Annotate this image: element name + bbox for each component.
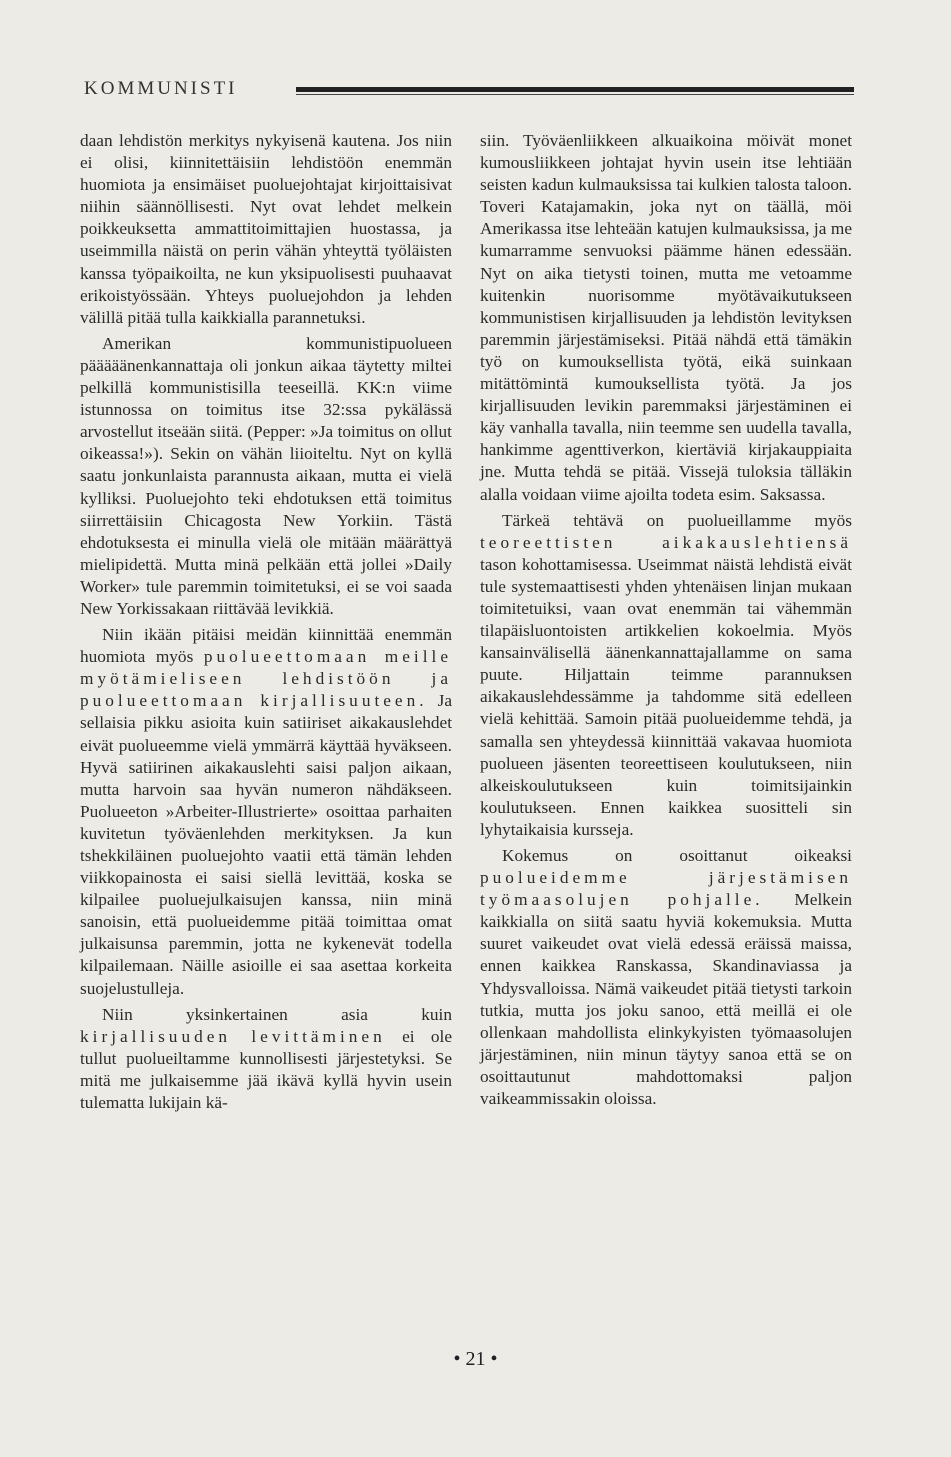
paragraph-text: Kokemus on osoittanut oikeaksi xyxy=(502,846,852,865)
paragraph-text: Niin yksinkertainen asia kuin xyxy=(102,1004,452,1024)
running-head: KOMMUNISTI xyxy=(84,78,238,99)
paragraph xyxy=(480,845,852,1110)
paragraph-text: Ja sellaisia pikku asioita kuin satiiriset aikakauslehdet eivät puolueemme vielä ymmärrä käyttää hyväkseen. Hyvä satiirinen aikakauslehti saisi paljon aikaan, mutta harvoin saa hyvän numeron nähdäkseen. Puolueeton »Arbeiter-Illustrierte» osoittaa parhaiten kuvitetun työväenlehden merkityksen. Ja kun tshekkiläinen puoluejohto vaatii että tämän lehden viikkopainosta ei saisi siellä levittää, koska se kilpailee puoluejulkaisujen kanssa, niin minä sanoisin, että puolueidemme pitää toimittaa omat julkaisunsa paremmin, jotta ne kykenevät todella kilpailemaan. Näille asioille ei saa asettaa korkeita suojelustulleja. xyxy=(80,691,452,998)
paragraph-text: Melkein kaikkialla on siitä saatu hyviä kokemuksia. Mutta suuret vaikeudet ovat vielä edessä eräissä maissa, ennen kaikkea Ranskassa, Skandinaviassa ja Yhdysvalloissa. Nämä vaikeudet pitää tietysti tarkoin tutkia, mutta jos joku sanoo, että meillä ei ole ollenkaan mahdollista elinkykyisten työmaasolujen järjestäminen, niin minun täytyy sanoa että se on osoittautunut mahdottomaksi paljon vaikeammissakin oloissa. xyxy=(480,890,852,1109)
right-column xyxy=(480,130,852,1114)
paragraph-text: ei ole tullut puolueiltamme kunnollisesti järjestetyksi. Se mitä me julkaisemme jää ikävä kyllä hyvin usein tulematta lukijain kä- xyxy=(80,1026,453,1113)
paragraph: siin. Työväenliikkeen alkuaikoina möivät monet kumousliikkeen johtajat hyvin usein itse lehtiään seisten kadun kulmauksissa tai kulkien talosta taloon. Toveri Katajamakin, joka nyt on täällä, möi Amerikassa itse lehteään katujen kulmauksissa, ja me kumarramme senvuoksi päämme hänen edessään. Nyt on aika tietysti toinen, mutta me vetoamme kuitenkin nuorisomme myötävaikutukseen kommunistisen kirjallisuuden ja lehdistön levityksen paremmin järjestämiseksi. Pitää nähdä että tämäkin työ on kumouksellista työtä, eikä suinkaan mitättömintä kumouksellista työtä. Ja jos kirjallisuuden levikin paremmaksi järjestäminen ei käy vanhalla tavalla, niin teemme sen uudella tavalla, hankimme agenttiverkon, kiertäviä kirjakauppiaita jne. Mutta tehdä se pitää. Vissejä tuloksia tälläkin alalla voidaan viime ajoilta todeta esim. Saksassa. xyxy=(480,131,852,504)
paragraph xyxy=(480,510,852,841)
page-number: • 21 • xyxy=(453,1348,498,1370)
paragraph: daan lehdistön merkitys nykyisenä kautena. Jos niin ei olisi, kiinnitettäisiin lehdistöön enemmän huomiota ja ensimäiset puoluejohtajat kirjoittaisivat niihin säännöllisesti. Nyt ovat lehdet melkein poikkeuksetta ammattitoimittajien huostassa, ja useimmilla näistä on perin vähän yhteyttä työläisten kanssa työpaikoilta, ne kun yksipuolisesti puuhaavat erikoistyössään. Yhteys puoluejohdon ja lehden välillä pitää tulla kaikkialla parannetuksi. xyxy=(80,131,452,327)
paragraph: Amerikan kommunistipuolueen pääääänenkannattaja oli jonkun aikaa täytetty miltei pelkillä kommunistisilla teeseillä. KK:n viime istunnossa on toimitus itse 32:ssa pykälässä arvostellut itseään siitä. (Pepper: »Ja toimitus on ollut oikeassa!»). Sekin on vähän liioiteltu. Nyt on kyllä saatu jonkunlaista parannusta aikaan, mutta ei vielä kylliksi. Puoluejohto teki ehdotuksen että toimitus siirrettäisiin Chicagosta New Yorkiin. Tästä ehdotuksesta ei minulla vielä ole mitään määrättyä mielipidettä. Mutta minä pelkään että jollei »Daily Worker» tule paremmin toimitetuksi, ei se voi saada New Yorkissakaan riittävää levikkiä. xyxy=(80,333,452,618)
header-rule xyxy=(296,87,854,92)
paragraph-text: Tärkeä tehtävä on puolueillamme myös xyxy=(502,510,852,530)
spaced-emphasis: puolueidemme järjestämisen työmaasolujen pohjalle. xyxy=(480,868,852,910)
paragraph xyxy=(80,624,452,1000)
spaced-emphasis: teoreettisten aikakauslehtiensä xyxy=(480,532,852,552)
spaced-emphasis: puolueettomaan meille myötämieliseen lehdistöön ja puolueettomaan kirjallisuuteen. xyxy=(80,647,452,711)
paragraph-text: Niin ikään pitäisi meidän kiinnittää enemmän huomiota myös xyxy=(80,625,452,667)
page-header xyxy=(84,78,854,108)
paragraph xyxy=(80,1004,452,1114)
left-column xyxy=(80,130,452,1118)
spaced-emphasis: kirjallisuuden levittäminen xyxy=(80,1026,386,1046)
paragraph-text: tason kohottamisessa. Useimmat näistä lehdistä eivät tule systemaattisesti yhden yhtenäisen linjan mukaan toimitetuiksi, vaan ovat enemmän tai vähemmän tilapäisluontoisten artikkelien kokoelmia. Myös kansainvälisellä äänenkannattajallamme on sama puute. Hiljattain teimme parannuksen aikakauslehdessämme ja tahdomme sitä edelleen vielä kehittää. Samoin pitää puolueidemme tehdä, ja samalla sen yhteydessä kiinnittää vakavaa huomiota puolueen jäsenten teoreettiseen koulutukseen, niin alkeiskoulutukseen kuin toimitsijainkin koulutukseen. Ennen kaikkea suositteli sin lyhytaikaisia kursseja. xyxy=(480,554,852,839)
